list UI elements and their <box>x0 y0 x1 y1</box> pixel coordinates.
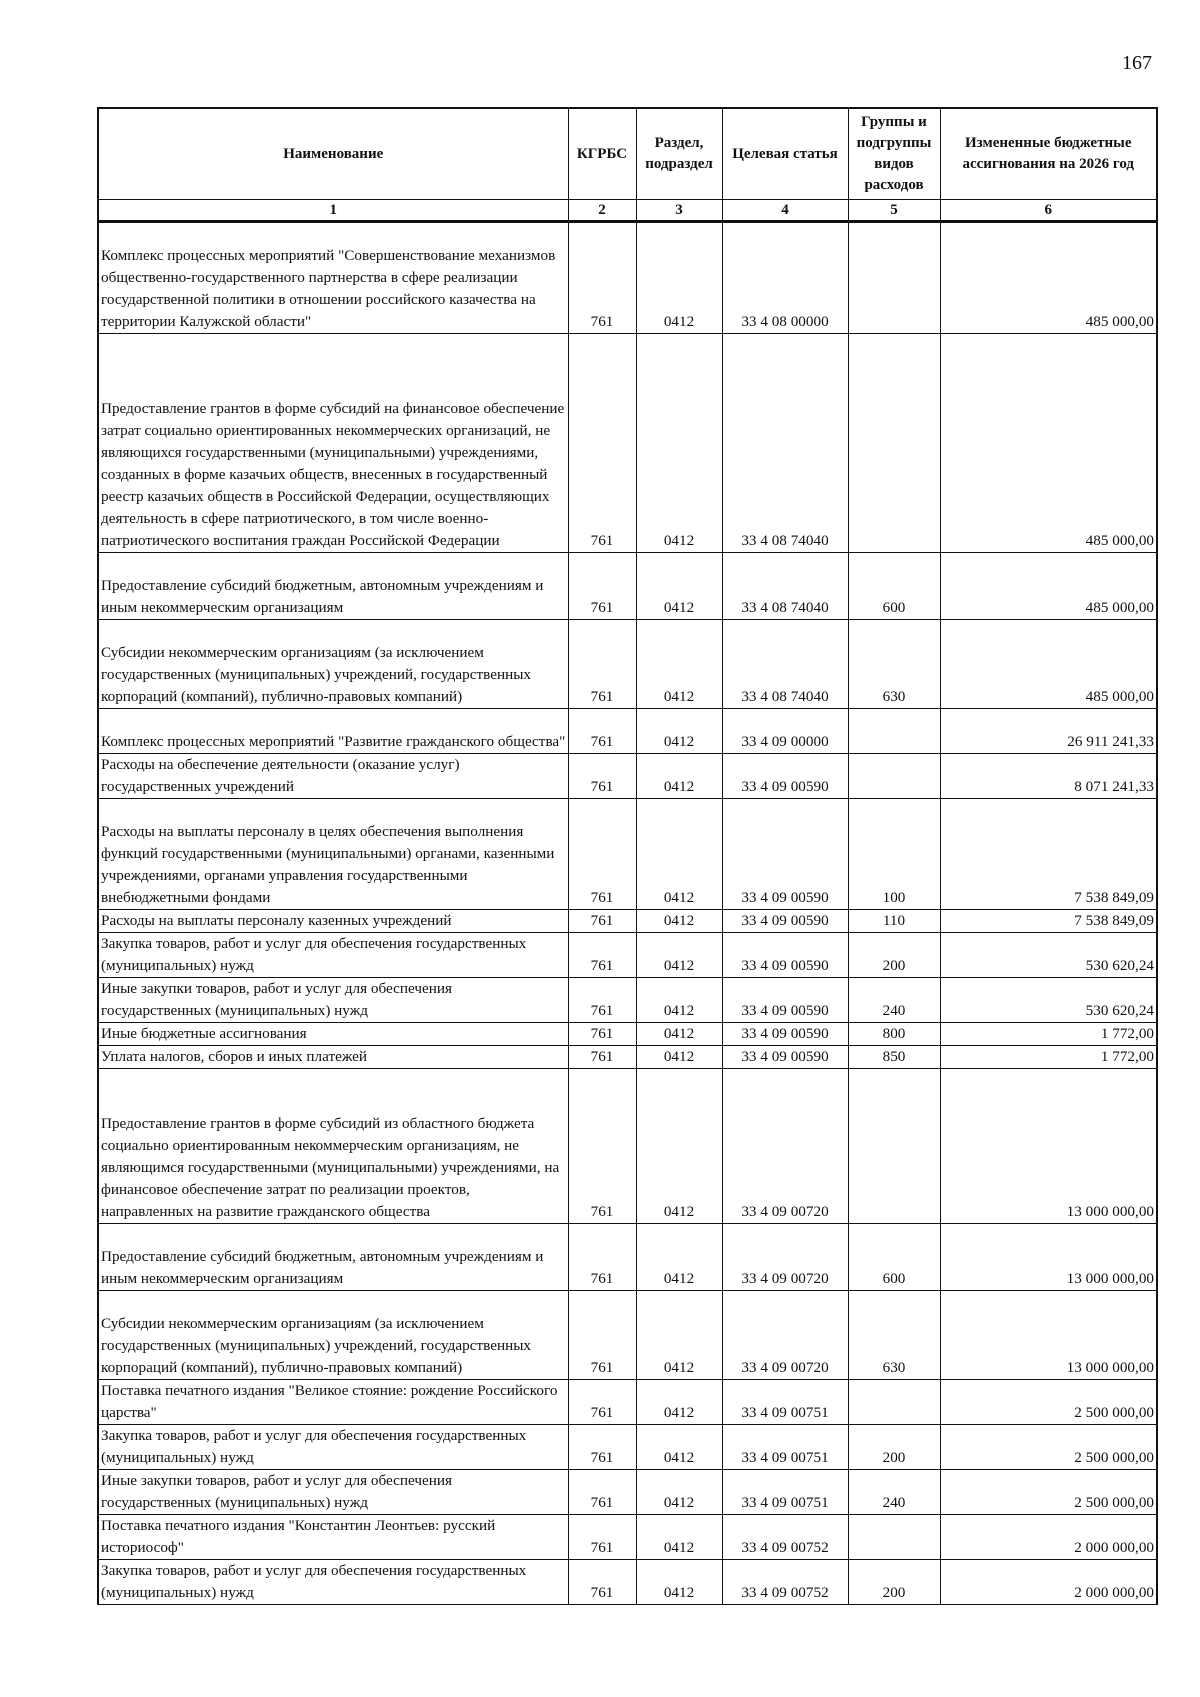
row-name: Расходы на обеспечение деятельности (оказание услуг) государственных учреждений <box>98 754 568 799</box>
row-vid: 200 <box>848 933 940 978</box>
row-razdel: 0412 <box>636 553 722 620</box>
column-number: 4 <box>722 200 848 222</box>
row-statya: 33 4 09 00590 <box>722 978 848 1023</box>
row-statya: 33 4 09 00590 <box>722 1023 848 1046</box>
row-name: Иные бюджетные ассигнования <box>98 1023 568 1046</box>
row-razdel: 0412 <box>636 799 722 910</box>
column-number: 1 <box>98 200 568 222</box>
row-razdel: 0412 <box>636 222 722 334</box>
row-kgrbs: 761 <box>568 1515 636 1560</box>
table-row <box>98 1560 1157 1605</box>
row-statya: 33 4 09 00590 <box>722 933 848 978</box>
row-name: Предоставление субсидий бюджетным, автономным учреждениям и иным некоммерческим организациям <box>98 1224 568 1291</box>
row-vid <box>848 334 940 553</box>
row-kgrbs: 761 <box>568 1224 636 1291</box>
row-amount: 13 000 000,00 <box>940 1291 1157 1380</box>
table-row <box>98 1023 1157 1046</box>
row-statya: 33 4 08 74040 <box>722 553 848 620</box>
row-statya: 33 4 09 00720 <box>722 1069 848 1224</box>
table-row <box>98 1046 1157 1069</box>
header-amount: Измененные бюджетные ассигнования на 2026 год <box>940 108 1157 200</box>
row-name: Поставка печатного издания "Великое стояние: рождение Российского царства" <box>98 1380 568 1425</box>
row-vid <box>848 754 940 799</box>
row-amount: 1 772,00 <box>940 1023 1157 1046</box>
row-kgrbs: 761 <box>568 1470 636 1515</box>
header-vid: Группы и подгруппы видов расходов <box>848 108 940 200</box>
row-statya: 33 4 09 00752 <box>722 1560 848 1605</box>
row-kgrbs: 761 <box>568 1069 636 1224</box>
row-statya: 33 4 09 00720 <box>722 1224 848 1291</box>
row-statya: 33 4 09 00751 <box>722 1425 848 1470</box>
table-row <box>98 1380 1157 1425</box>
table-row <box>98 978 1157 1023</box>
row-name: Предоставление субсидий бюджетным, автономным учреждениям и иным некоммерческим организациям <box>98 553 568 620</box>
row-kgrbs: 761 <box>568 1380 636 1425</box>
row-vid <box>848 1515 940 1560</box>
table-row <box>98 553 1157 620</box>
row-name: Предоставление грантов в форме субсидий из областного бюджета социально ориентированным некоммерческим организациям, не являющимся государственными (муниципальными) учреждениями, на финансовое обеспечение затрат по реализации проектов, направленных на развитие гражданского общества <box>98 1069 568 1224</box>
row-name: Закупка товаров, работ и услуг для обеспечения государственных (муниципальных) нужд <box>98 1560 568 1605</box>
row-amount: 2 000 000,00 <box>940 1515 1157 1560</box>
row-statya: 33 4 09 00590 <box>722 910 848 933</box>
row-statya: 33 4 09 00000 <box>722 709 848 754</box>
row-amount: 7 538 849,09 <box>940 910 1157 933</box>
row-name: Иные закупки товаров, работ и услуг для обеспечения государственных (муниципальных) нужд <box>98 978 568 1023</box>
table-row <box>98 1470 1157 1515</box>
row-amount: 1 772,00 <box>940 1046 1157 1069</box>
row-name: Закупка товаров, работ и услуг для обеспечения государственных (муниципальных) нужд <box>98 1425 568 1470</box>
row-razdel: 0412 <box>636 709 722 754</box>
table-row <box>98 799 1157 910</box>
table-row <box>98 334 1157 553</box>
row-kgrbs: 761 <box>568 1023 636 1046</box>
row-razdel: 0412 <box>636 1380 722 1425</box>
row-vid: 100 <box>848 799 940 910</box>
row-vid: 600 <box>848 1224 940 1291</box>
table-row <box>98 754 1157 799</box>
column-number: 5 <box>848 200 940 222</box>
row-kgrbs: 761 <box>568 553 636 620</box>
row-vid: 850 <box>848 1046 940 1069</box>
row-amount: 530 620,24 <box>940 933 1157 978</box>
row-vid: 240 <box>848 1470 940 1515</box>
column-number-row <box>98 200 1157 222</box>
row-kgrbs: 761 <box>568 1046 636 1069</box>
table-row <box>98 1291 1157 1380</box>
row-statya: 33 4 09 00590 <box>722 754 848 799</box>
page-number: 167 <box>1122 52 1152 74</box>
row-razdel: 0412 <box>636 1224 722 1291</box>
row-razdel: 0412 <box>636 933 722 978</box>
row-amount: 2 500 000,00 <box>940 1380 1157 1425</box>
row-vid <box>848 1380 940 1425</box>
row-amount: 2 500 000,00 <box>940 1470 1157 1515</box>
row-statya: 33 4 09 00751 <box>722 1380 848 1425</box>
row-vid <box>848 222 940 334</box>
row-amount: 8 071 241,33 <box>940 754 1157 799</box>
row-vid: 240 <box>848 978 940 1023</box>
header-statya: Целевая статья <box>722 108 848 200</box>
column-number: 2 <box>568 200 636 222</box>
table-row <box>98 620 1157 709</box>
row-statya: 33 4 09 00752 <box>722 1515 848 1560</box>
row-statya: 33 4 08 74040 <box>722 334 848 553</box>
row-razdel: 0412 <box>636 1470 722 1515</box>
row-amount: 485 000,00 <box>940 222 1157 334</box>
row-amount: 13 000 000,00 <box>940 1224 1157 1291</box>
row-name: Уплата налогов, сборов и иных платежей <box>98 1046 568 1069</box>
row-kgrbs: 761 <box>568 1560 636 1605</box>
column-number: 6 <box>940 200 1157 222</box>
row-vid: 110 <box>848 910 940 933</box>
row-kgrbs: 761 <box>568 933 636 978</box>
row-vid: 630 <box>848 1291 940 1380</box>
table-row <box>98 910 1157 933</box>
table-row <box>98 1515 1157 1560</box>
row-kgrbs: 761 <box>568 620 636 709</box>
table-row <box>98 1425 1157 1470</box>
row-razdel: 0412 <box>636 1515 722 1560</box>
row-amount: 7 538 849,09 <box>940 799 1157 910</box>
row-vid: 600 <box>848 553 940 620</box>
row-razdel: 0412 <box>636 754 722 799</box>
row-razdel: 0412 <box>636 334 722 553</box>
row-razdel: 0412 <box>636 910 722 933</box>
header-name: Наименование <box>98 108 568 200</box>
row-vid: 630 <box>848 620 940 709</box>
column-number: 3 <box>636 200 722 222</box>
row-name: Расходы на выплаты персоналу в целях обеспечения выполнения функций государственными (муниципальными) органами, казенными учреждениями, органами управления государственными внебюджетными фондами <box>98 799 568 910</box>
row-statya: 33 4 09 00590 <box>722 799 848 910</box>
table-row <box>98 222 1157 334</box>
row-amount: 13 000 000,00 <box>940 1069 1157 1224</box>
row-razdel: 0412 <box>636 978 722 1023</box>
table-header-row <box>98 108 1157 200</box>
row-kgrbs: 761 <box>568 799 636 910</box>
row-amount: 485 000,00 <box>940 334 1157 553</box>
row-vid: 200 <box>848 1560 940 1605</box>
row-kgrbs: 761 <box>568 754 636 799</box>
row-vid <box>848 709 940 754</box>
row-razdel: 0412 <box>636 1046 722 1069</box>
row-statya: 33 4 09 00751 <box>722 1470 848 1515</box>
row-name: Комплекс процессных мероприятий "Совершенствование механизмов общественно-государственного партнерства в сфере реализации государственной политики в отношении российского казачества на территории Калужской области" <box>98 222 568 334</box>
row-name: Поставка печатного издания "Константин Леонтьев: русский историософ" <box>98 1515 568 1560</box>
table-row <box>98 709 1157 754</box>
row-name: Расходы на выплаты персоналу казенных учреждений <box>98 910 568 933</box>
row-name: Комплекс процессных мероприятий "Развитие гражданского общества" <box>98 709 568 754</box>
table-row <box>98 1069 1157 1224</box>
row-kgrbs: 761 <box>568 910 636 933</box>
row-name: Предоставление грантов в форме субсидий на финансовое обеспечение затрат социально ориентированных некоммерческих организаций, не являющихся государственными (муниципальными) учреждениями, созданных в форме казачьих обществ, внесенных в государственный реестр казачьих обществ в Российской Федерации, осуществляющих деятельность в сфере патриотического, в том числе военно-патриотического воспитания граждан Российской Федерации <box>98 334 568 553</box>
row-amount: 2 000 000,00 <box>940 1560 1157 1605</box>
row-razdel: 0412 <box>636 1069 722 1224</box>
row-razdel: 0412 <box>636 1560 722 1605</box>
row-kgrbs: 761 <box>568 709 636 754</box>
row-amount: 530 620,24 <box>940 978 1157 1023</box>
row-name: Субсидии некоммерческим организациям (за исключением государственных (муниципальных) учреждений, государственных корпораций (компаний), публично-правовых компаний) <box>98 1291 568 1380</box>
header-kgrbs: КГРБС <box>568 108 636 200</box>
row-amount: 2 500 000,00 <box>940 1425 1157 1470</box>
row-amount: 485 000,00 <box>940 620 1157 709</box>
row-razdel: 0412 <box>636 1023 722 1046</box>
row-name: Субсидии некоммерческим организациям (за исключением государственных (муниципальных) учреждений, государственных корпораций (компаний), публично-правовых компаний) <box>98 620 568 709</box>
table-row <box>98 933 1157 978</box>
row-statya: 33 4 08 74040 <box>722 620 848 709</box>
header-razdel: Раздел, подраздел <box>636 108 722 200</box>
row-razdel: 0412 <box>636 1291 722 1380</box>
row-vid <box>848 1069 940 1224</box>
row-statya: 33 4 09 00590 <box>722 1046 848 1069</box>
row-vid: 800 <box>848 1023 940 1046</box>
row-amount: 485 000,00 <box>940 553 1157 620</box>
row-kgrbs: 761 <box>568 334 636 553</box>
row-kgrbs: 761 <box>568 978 636 1023</box>
row-vid: 200 <box>848 1425 940 1470</box>
row-kgrbs: 761 <box>568 1425 636 1470</box>
row-razdel: 0412 <box>636 1425 722 1470</box>
row-statya: 33 4 09 00720 <box>722 1291 848 1380</box>
row-name: Закупка товаров, работ и услуг для обеспечения государственных (муниципальных) нужд <box>98 933 568 978</box>
row-statya: 33 4 08 00000 <box>722 222 848 334</box>
row-razdel: 0412 <box>636 620 722 709</box>
row-name: Иные закупки товаров, работ и услуг для обеспечения государственных (муниципальных) нужд <box>98 1470 568 1515</box>
row-kgrbs: 761 <box>568 222 636 334</box>
budget-table <box>97 107 1158 1605</box>
row-amount: 26 911 241,33 <box>940 709 1157 754</box>
table-row <box>98 1224 1157 1291</box>
row-kgrbs: 761 <box>568 1291 636 1380</box>
